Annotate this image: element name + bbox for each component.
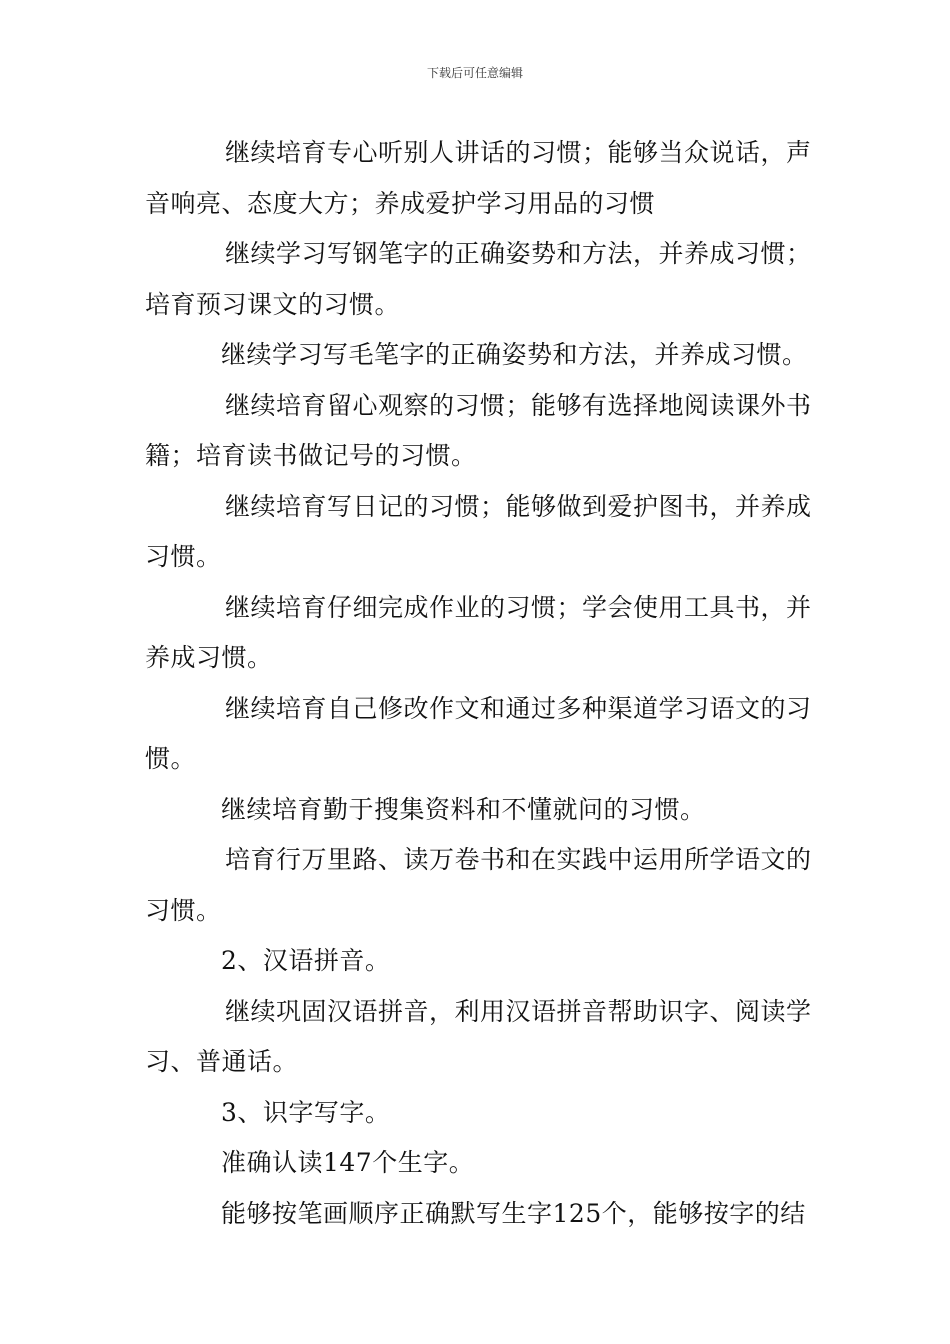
paragraph: 继续培育仔细完成作业的习惯；学会使用工具书，并养成习惯。 [145, 592, 812, 672]
paragraph: 继续培育自己修改作文和通过多种渠道学习语文的习惯。 [145, 693, 812, 773]
paragraph: 继续培育勤于搜集资料和不懂就问的习惯。 [221, 794, 706, 824]
paragraph: 继续培育写日记的习惯；能够做到爱护图书，并养成习惯。 [145, 491, 812, 571]
paragraph: 继续培育专心听别人讲话的习惯；能够当众说话，声音响亮、态度大方；养成爱护学习用品的习惯 [145, 138, 812, 218]
document-body [145, 128, 815, 1239]
section-heading: 2、汉语拼音。 [221, 946, 391, 975]
paragraph: 继续学习写毛笔字的正确姿势和方法，并养成习惯。 [221, 340, 808, 369]
paragraph: 准确认读147个生字。 [221, 1148, 475, 1177]
paragraph: 能够按笔画顺序正确默写生字125个，能够按字的结 [221, 1198, 806, 1228]
paragraph: 继续培育留心观察的习惯；能够有选择地阅读课外书籍；培育读书做记号的习惯。 [145, 390, 812, 470]
page-header: 下载后可任意编辑 [426, 66, 523, 80]
paragraph: 继续学习写钢笔字的正确姿势和方法，并养成习惯；培育预习课文的习惯。 [145, 239, 812, 319]
paragraph: 培育行万里路、读万卷书和在实践中运用所学语文的习惯。 [145, 845, 812, 925]
paragraph: 继续巩固汉语拼音，利用汉语拼音帮助识字、阅读学习、普通话。 [145, 996, 812, 1076]
section-heading: 3、识字写字。 [221, 1097, 391, 1127]
